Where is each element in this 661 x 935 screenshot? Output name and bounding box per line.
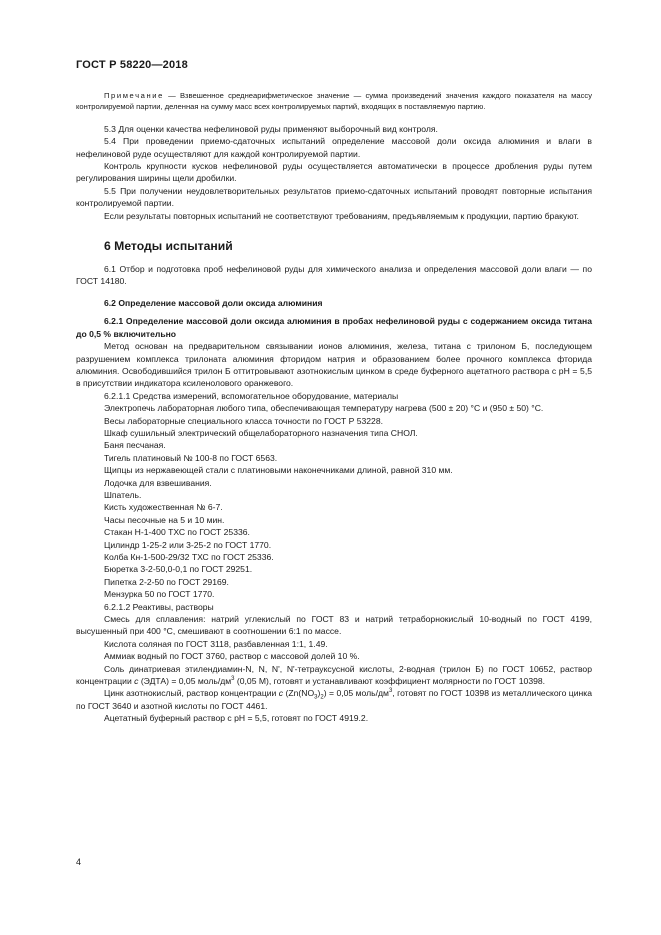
reagent-zinc-sub: 2 — [320, 695, 324, 702]
reagent-edta-symbol: с — [134, 676, 139, 687]
heading-6-2: 6.2 Определение массовой доли оксида алюминия — [104, 297, 323, 308]
reagent-edta — [76, 663, 592, 688]
section-6-title: 6 Методы испытаний — [104, 239, 233, 254]
equipment-item: Шпатель. — [104, 489, 142, 500]
heading-6-2-1-2: 6.2.1.2 Реактивы, растворы — [104, 601, 214, 612]
reagent-fusion-mix: Смесь для сплавления: натрий углекислый по ГОСТ 83 и натрий тетраборнокислый 10-водный по ГОСТ 4199, высушенный при 400 °С, смешивают в соотношении 6:1 по массе. — [76, 614, 592, 637]
reagent-ammonia: Аммиак водный по ГОСТ 3760, раствор с массовой долей 10 %. — [104, 651, 360, 662]
reagent-zinc-text: ) — [317, 688, 321, 699]
reagent-edta-sup: 3 — [231, 676, 235, 683]
para-5-3: 5.3 Для оценки качества нефелиновой руды применяют выборочный вид контроля. — [104, 123, 438, 134]
reagent-zinc-sup: 3 — [388, 688, 393, 695]
equipment-item: Весы лабораторные специального класса точности по ГОСТ Р 53228. — [104, 415, 383, 426]
equipment-item: Лодочка для взвешивания. — [104, 477, 212, 488]
reagent-acetate-buffer: Ацетатный буферный раствор с рН = 5,5, готовят по ГОСТ 4919.2. — [104, 713, 369, 724]
document-header: ГОСТ Р 58220—2018 — [76, 59, 188, 71]
method-description: Метод основан на предварительном связывании ионов алюминия, железа, титана с трилоном Б, последующем разрушением комплекса трилоната алюминия фторидом натрия и образованием более прочного комплекса фторида алюминия. Освободившийся трилон Б оттитровывают азотнокислым цинком в среде буферного ацетатного раствора с рН = 5,5 в присутствии индикатора ксиленолового оранжевого. — [76, 341, 592, 389]
para-5-5-reject: Если результаты повторных испытаний не соответствуют требованиям, предъявляемым к продукции, партию бракуют. — [104, 210, 579, 221]
para-5-4-crush: Контроль крупности кусков нефелиновой руды осуществляется автоматически в процессе дробления руды путем регулирования ширины щели дробилки. — [76, 161, 592, 184]
para-5-5: 5.5 При получении неудовлетворительных результатов приемо-сдаточных испытаний проводят повторные испытания контролируемой партии. — [76, 185, 592, 209]
reagent-zinc-sub: 3 — [314, 695, 318, 702]
equipment-item: Бюретка 3-2-50,0-0,1 по ГОСТ 29251. — [104, 564, 253, 575]
reagent-edta-text: Соль динатриевая этилендиамин-N, N, N', N'-тетрауксусной кислоты, 2-водная (трилон Б) по ГОСТ 10652, раствор концентрации — [76, 663, 592, 687]
heading-6-2-1: 6.2.1 Определение массовой доли оксида алюминия в пробах нефелиновой руды с содержанием оксида титана до 0,5 % включительно — [76, 316, 592, 339]
reagent-hydrochloric-acid: Кислота соляная по ГОСТ 3118, разбавленная 1:1, 1.49. — [104, 638, 328, 649]
equipment-item: Электропечь лабораторная любого типа, обеспечивающая температуру нагрева (500 ± 20) °С и (950 ± 50) °С. — [104, 403, 544, 414]
page-number: 4 — [76, 857, 82, 867]
equipment-item: Часы песочные на 5 и 10 мин. — [104, 514, 225, 525]
equipment-item: Цилиндр 1-25-2 или 3-25-2 по ГОСТ 1770. — [104, 539, 272, 550]
reagent-zinc-nitrate — [76, 687, 592, 712]
equipment-item: Стакан Н-1-400 ТХС по ГОСТ 25336. — [104, 527, 250, 538]
note-text: — Взвешенное среднеарифметическое значение — сумма произведений значения каждого показателя на массу контролируемой партии, деленная на сумму масс всех контролируемых партий, входящих в поставляемую партию. — [76, 91, 592, 112]
note-label: Примечание — [104, 91, 164, 100]
reagent-zinc-text: , готовят по ГОСТ 10398 из металлического цинка по ГОСТ 3640 и азотной кислоты по ГОСТ 4461. — [76, 688, 592, 711]
note — [76, 90, 592, 113]
equipment-item: Баня песчаная. — [104, 440, 166, 451]
equipment-item: Пипетка 2-2-50 по ГОСТ 29169. — [104, 576, 229, 587]
reagent-zinc-text: Цинк азотнокислый, раствор концентрации — [104, 688, 279, 699]
equipment-item: Колба Кн-1-500-29/32 ТХС по ГОСТ 25336. — [104, 552, 274, 562]
reagent-zinc-text: ) = 0,05 моль/дм — [323, 688, 389, 699]
page-content — [76, 90, 592, 725]
para-5-4: 5.4 При проведении приемо-сдаточных испытаний определение массовой доли оксида алюминия и влаги в нефелиновой руде осуществляют для каждой контролируемой партии. — [76, 136, 592, 159]
heading-6-2-1-1: 6.2.1.1 Средства измерений, вспомогательное оборудование, материалы — [104, 390, 399, 401]
equipment-item: Тигель платиновый № 100-8 по ГОСТ 6563. — [104, 452, 278, 463]
reagent-edta-text: (ЭДТА) = 0,05 моль/дм — [138, 676, 232, 687]
reagent-zinc-symbol: с — [278, 688, 284, 699]
reagent-edta-text: (0,05 М), готовят и устанавливают коэффициент молярности по ГОСТ 10398. — [234, 676, 546, 687]
equipment-item: Шкаф сушильный электрический общелабораторного назначения типа СНОЛ. — [104, 427, 418, 438]
equipment-item: Мензурка 50 по ГОСТ 1770. — [104, 589, 215, 600]
equipment-item: Кисть художественная № 6-7. — [104, 502, 223, 513]
equipment-item: Щипцы из нержавеющей стали с платиновыми наконечниками длиной, равной 310 мм. — [104, 465, 453, 476]
reagent-zinc-text: (Zn(NO — [283, 688, 315, 699]
para-6-1: 6.1 Отбор и подготовка проб нефелиновой руды для химического анализа и определения массовой доли влаги — по ГОСТ 14180. — [76, 264, 592, 287]
